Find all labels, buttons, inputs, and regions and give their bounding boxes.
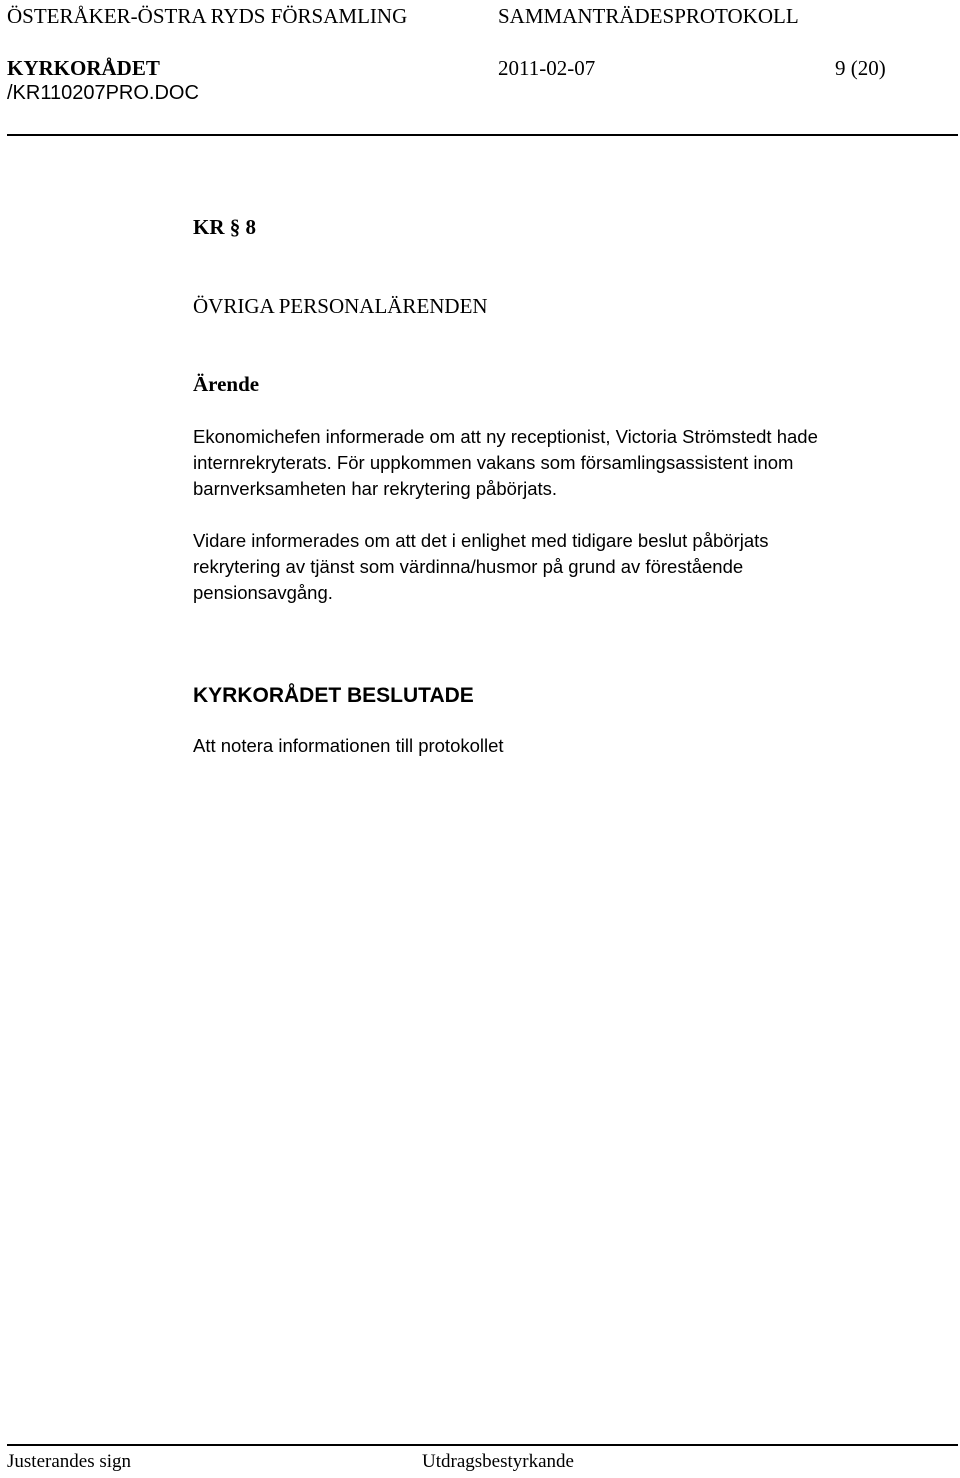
paragraph-2 xyxy=(193,528,933,606)
section-number: KR § 8 xyxy=(193,215,256,239)
meeting-date: 2011-02-07 xyxy=(498,56,596,80)
document-filename: /KR110207PRO.DOC xyxy=(7,82,199,104)
paragraph-1 xyxy=(193,424,933,502)
paragraph-line: Ekonomichefen informerade om att ny receptionist, Victoria Strömstedt hade xyxy=(193,426,818,447)
paragraph-line: Vidare informerades om att det i enlighet med tidigare beslut påbörjats xyxy=(193,530,769,551)
paragraph-line: rekrytering av tjänst som värdinna/husmor på grund av förestående xyxy=(193,556,744,577)
board-name: KYRKORÅDET xyxy=(7,56,160,80)
paragraph-line: pensionsavgång. xyxy=(193,582,333,603)
header-divider xyxy=(7,134,958,136)
extract-label: Utdragsbestyrkande xyxy=(422,1451,574,1472)
organization-name: ÖSTERÅKER-ÖSTRA RYDS FÖRSAMLING xyxy=(7,4,408,28)
matter-label: Ärende xyxy=(193,372,260,396)
decision-text: Att notera informationen till protokollet xyxy=(193,735,504,756)
paragraph-line: internrekryterats. För uppkommen vakans som församlingsassistent inom xyxy=(193,452,794,473)
footer-divider xyxy=(7,1444,958,1446)
section-title: ÖVRIGA PERSONALÄRENDEN xyxy=(193,294,488,318)
decision-heading: KYRKORÅDET BESLUTADE xyxy=(193,684,474,707)
paragraph-line: barnverksamheten har rekrytering påbörjats. xyxy=(193,478,558,499)
document-type: SAMMANTRÄDESPROTOKOLL xyxy=(498,4,799,28)
page-number: 9 (20) xyxy=(835,56,886,80)
signature-label: Justerandes sign xyxy=(7,1451,132,1472)
